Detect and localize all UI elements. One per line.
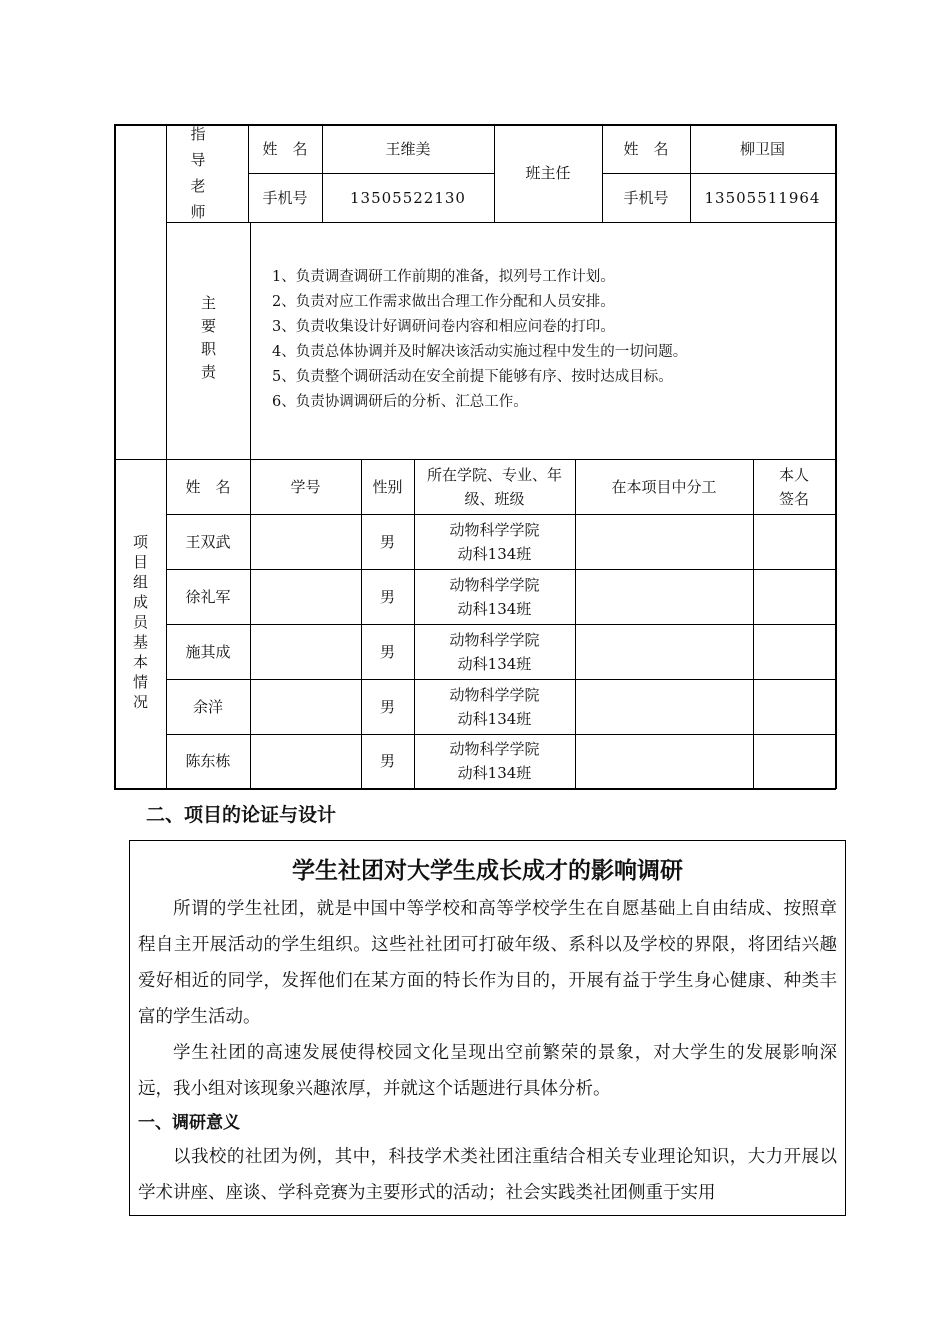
member-name: 徐礼军: [185, 587, 231, 606]
header-college: 所在学院、专业、年级、班级: [426, 465, 562, 508]
table-row-divider: [166, 222, 836, 223]
member-name: 王双武: [185, 532, 231, 551]
member-college: 动物科学学院 动科134班: [449, 740, 540, 782]
member-signature: [753, 679, 835, 734]
member-college: 动物科学学院 动科134班: [449, 575, 540, 618]
member-role: [575, 679, 753, 734]
member-role: [575, 734, 753, 788]
member-id: [250, 679, 361, 734]
member-gender: 男: [379, 642, 395, 661]
member-signature: [753, 734, 835, 788]
member-signature: [753, 624, 835, 679]
table-col-divider: [250, 222, 251, 459]
table-border-bottom: [114, 788, 836, 790]
member-role: [575, 514, 753, 569]
duty-item: 1、负责调查调研工作前期的准备，拟列号工作计划。: [272, 269, 615, 285]
report-box: [129, 840, 846, 1216]
member-id: [250, 569, 361, 624]
head-teacher-phone-label: 手机号: [623, 188, 669, 207]
member-signature: [753, 514, 835, 569]
duties-list: [272, 265, 687, 415]
member-name: 施其成: [185, 642, 231, 661]
header-student-id: 学号: [290, 477, 321, 496]
report-paragraph: 所谓的学生社团，就是中国中等学校和高等学校学生在自愿基础上自由结成、按照章程自主开展活动的学生组织。这些社社团可打破年级、系科以及学校的界限，将团结兴趣爱好相近的同学，发挥他们在某方面的特长作为目的，开展有益于学生身心健康、种类丰富的学生活动。: [138, 899, 837, 1027]
duty-item: 5、负责整个调研活动在安全前提下能够有序、按时达成目标。: [272, 369, 673, 385]
duty-item: 4、负责总体协调并及时解决该活动实施过程中发生的一切问题。: [272, 344, 688, 360]
header-signature: 本人签名: [778, 465, 809, 508]
member-name: 余洋: [192, 697, 223, 716]
head-teacher-label: 班主任: [525, 164, 571, 182]
advisor-name: 王维美: [385, 139, 431, 158]
duty-item: 2、负责对应工作需求做出合理工作分配和人员安排。: [272, 294, 615, 310]
report-paragraph: 学生社团的高速发展使得校园文化呈现出空前繁荣的景象，对大学生的发展影响深远，我小组对该现象兴趣浓厚，并就这个话题进行具体分析。: [138, 1043, 837, 1099]
member-college: 动物科学学院 动科134班: [449, 685, 540, 728]
duty-item: 3、负责收集设计好调研问卷内容和相应问卷的打印。: [272, 319, 615, 335]
member-role: [575, 569, 753, 624]
header-name: 姓 名: [185, 477, 231, 496]
report-subheading: 一、调研意义: [138, 1113, 240, 1133]
duties-label: 主要职责: [199, 294, 217, 387]
member-gender: 男: [379, 752, 395, 770]
member-gender: 男: [379, 697, 395, 716]
advisor-phone-label: 手机号: [262, 188, 308, 207]
table-border-right: [835, 124, 837, 789]
report-paragraph: 以我校的社团为例，其中，科技学术类社团注重结合相关专业理论知识，大力开展以学术讲座、座谈、学科竞赛为主要形式的活动；社会实践类社团侧重于实用: [138, 1147, 837, 1203]
member-id: [250, 514, 361, 569]
member-gender: 男: [379, 587, 395, 606]
section-heading: 二、项目的论证与设计: [146, 804, 337, 826]
advisor-name-label: 姓 名: [262, 139, 308, 158]
header-gender: 性别: [372, 477, 403, 496]
member-signature: [753, 569, 835, 624]
member-college: 动物科学学院 动科134班: [449, 520, 540, 563]
member-id: [250, 734, 361, 788]
head-teacher-name-label: 姓 名: [623, 139, 669, 158]
member-college: 动物科学学院 动科134班: [449, 630, 540, 673]
report-title: 学生社团对大学生成长成才的影响调研: [292, 858, 683, 884]
advisor-label: 指导老师: [190, 125, 224, 221]
members-label: 项目组成员基本情况: [131, 534, 149, 714]
header-role: 在本项目中分工: [611, 477, 717, 496]
member-name: 陈东栋: [185, 752, 231, 770]
member-gender: 男: [379, 532, 395, 551]
head-teacher-name: 柳卫国: [739, 139, 785, 158]
advisor-phone: 13505522130: [350, 188, 466, 207]
member-id: [250, 624, 361, 679]
head-teacher-phone: 13505511964: [704, 188, 821, 207]
member-role: [575, 624, 753, 679]
duty-item: 6、负责协调调研后的分析、汇总工作。: [272, 394, 528, 410]
